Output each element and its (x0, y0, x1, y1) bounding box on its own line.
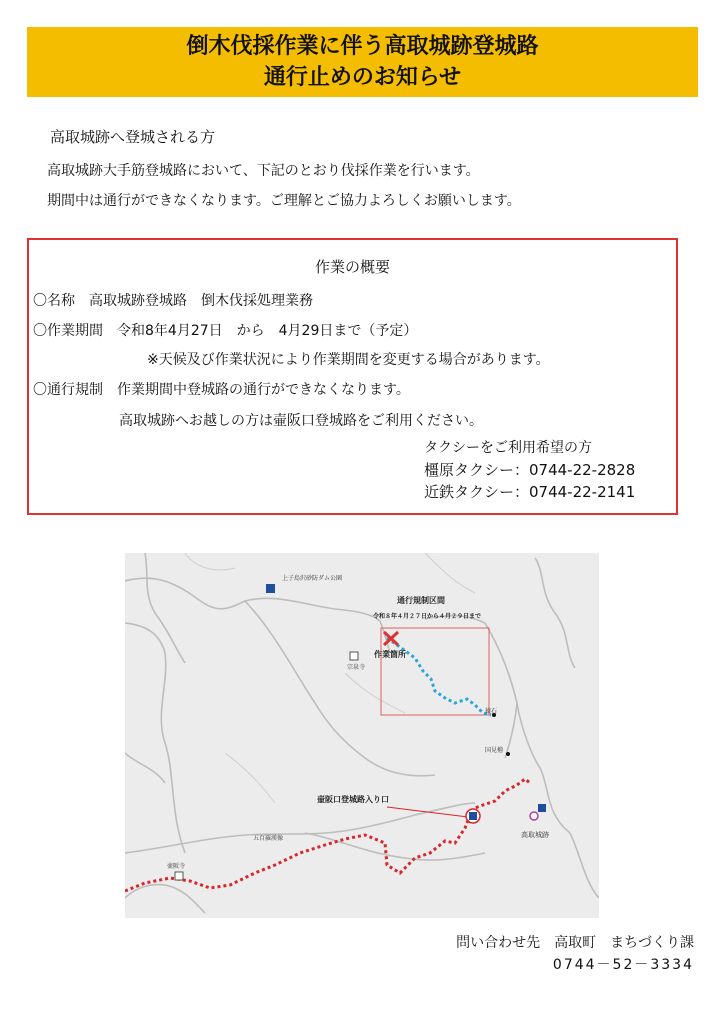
contact-line: 問い合わせ先 高取町 まちづくり課 (456, 935, 694, 951)
label-kokken: 国見櫓 (485, 747, 504, 754)
title-line-2: 通行止めのお知らせ (263, 65, 462, 90)
temple-icon (350, 652, 358, 660)
park-toilet-icon (266, 584, 275, 593)
contact-phone: 0744－52－3334 (552, 957, 694, 973)
label-gohyaku: 五百羅漢像 (253, 835, 284, 842)
castle-toilet-icon (538, 804, 546, 812)
label-restriction-title: 通行規制区間 (397, 596, 445, 605)
contact-section (456, 932, 694, 976)
summary-restriction: 〇通行規制 作業期間中登城路の通行ができなくなります。 (33, 382, 410, 398)
work-summary-box (27, 238, 678, 515)
intro-line-2: 期間中は通行ができなくなります。ご理解とご協力よろしくお願いします。 (47, 193, 521, 209)
tsubosakadera-icon (175, 872, 183, 880)
intro-section (47, 126, 521, 209)
label-stone: 猿石 (485, 708, 498, 715)
entrance-toilet-icon (469, 812, 477, 820)
taxi-title: タクシーをご利用希望の方 (424, 440, 592, 456)
label-castle: 高取城跡 (521, 831, 549, 839)
label-work-site: 作業箇所 (374, 650, 406, 659)
castle-marker (530, 812, 538, 820)
taxi-kintetsu: 近鉄タクシー：0744-22-2141 (424, 483, 636, 501)
title-banner (27, 27, 698, 97)
taxi-kashihara: 橿原タクシー：0744-22-2828 (424, 461, 636, 479)
intro-line-1: 高取城跡大手筋登城路において、下記のとおり伐採作業を行います。 (47, 163, 480, 179)
intro-addressee: 高取城跡へ登城される方 (50, 128, 216, 146)
summary-period: 〇作業期間 令和8年4月27日 から 4月29日まで（予定） (33, 323, 418, 339)
label-restriction-dates: 令和８年４月２７日から４月２９日まで (373, 613, 482, 620)
summary-title: 作業の概要 (314, 258, 390, 276)
map-svg (125, 553, 599, 918)
label-tsubosaka-entrance: 壷阪口登城路入り口 (317, 795, 389, 804)
label-tsubosakadera: 壷阪寺 (167, 863, 186, 870)
label-temple: 宗泉寺 (347, 664, 366, 671)
route-map (125, 553, 599, 918)
summary-period-note: ※天候及び作業状況により作業期間を変更する場合があります。 (147, 352, 550, 368)
summary-name: 〇名称 高取城跡登城路 倒木伐採処理業務 (33, 293, 313, 309)
label-dam-park: 上子島沢砂防ダム公園 (282, 575, 343, 582)
summary-restriction-2: 高取城跡へお越しの方は壷阪口登城路をご利用ください。 (119, 413, 483, 429)
kokken-dot (506, 752, 510, 756)
title-line-1: 倒木伐採作業に伴う高取城跡登城路 (186, 34, 539, 59)
